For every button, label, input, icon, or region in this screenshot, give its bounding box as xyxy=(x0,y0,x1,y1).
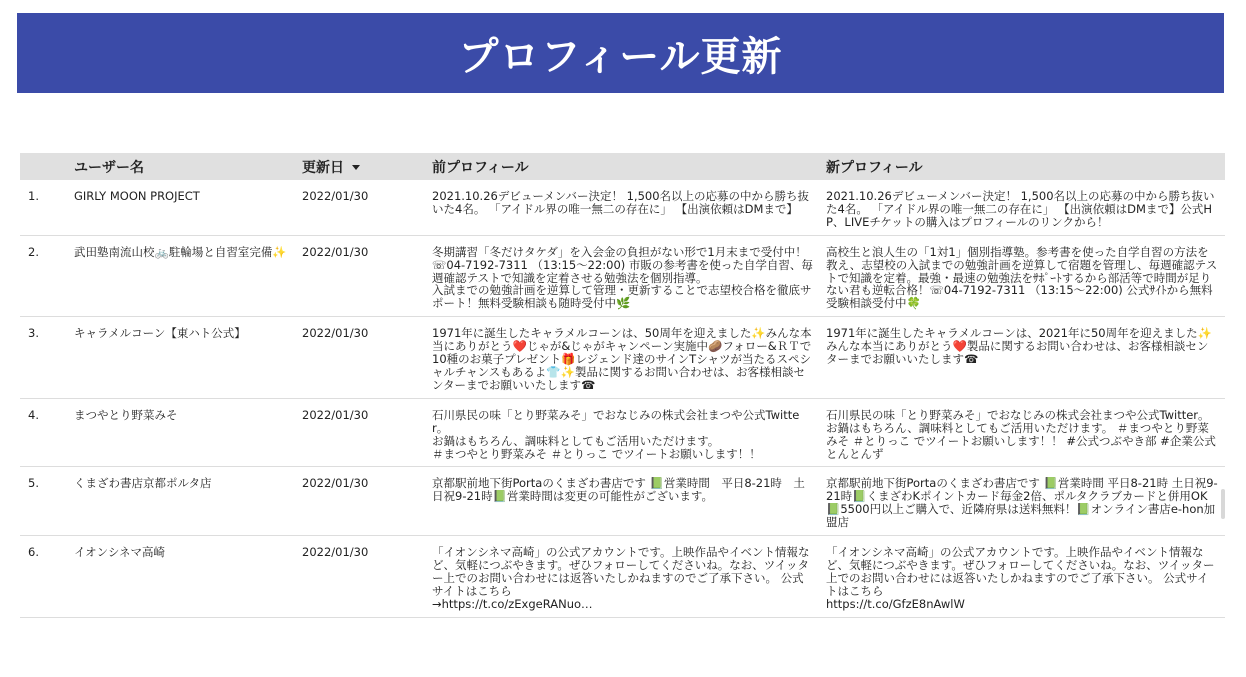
update-date-cell: 2022/01/30 xyxy=(296,536,426,618)
old-profile-cell: 「イオンシネマ高崎」の公式アカウントです。上映作品やイベント情報など、気軽につぶやきます。ぜひフォローしてくださいね。なお、ツイッター上でのお問い合わせには返答いたしかねますのでご了承下さい。 公式サイトはこちら →https://t.co/zExgeRANuo… xyxy=(426,536,820,618)
update-date-cell: 2022/01/30 xyxy=(296,467,426,536)
new-profile-cell: 石川県民の味「とり野菜みそ」でおなじみの株式会社まつや公式Twitter。 お鍋はもちろん、調味料としてもご活用いただけます。 ＃まつやとり野菜みそ ＃とりっこ でツイートお願いします！！ #公式つぶやき部 #企業公式とんとんず xyxy=(820,398,1225,467)
old-profile-cell: 冬期講習「冬だけタケダ」を入会金の負担がない形で1月末まで受付中！☏04-7192-7311 （13:15〜22:00) 市販の参考書を使った自学自習、毎週確認テストで知識を定着させる勉強法を個別指導。 入試までの勉強計画を逆算して管理・更新することで志望校合格を徹底サポート！無料受験相談も随時受付中🌿 xyxy=(426,235,820,317)
column-header-num xyxy=(20,153,68,180)
column-header-user[interactable]: ユーザー名 xyxy=(68,153,296,180)
row-number: 1. xyxy=(20,180,68,235)
user-name-cell: 武田塾南流山校🚲駐輪場と自習室完備✨ xyxy=(68,235,296,317)
column-header-old-profile[interactable]: 前プロフィール xyxy=(426,153,820,180)
old-profile-cell: 1971年に誕生したキャラメルコーンは、50周年を迎えました✨みんな本当にありがとう❤️じゃが&じゃがキャンペーン実施中🥔フォロー&ＲＴで10種のお菓子プレゼント🎁レジェンド達のサインTシャツが当たるスペシャルチャンスもあるよ👕✨製品に関するお問い合わせは、お客様相談センターまでお願いいたします☎ xyxy=(426,317,820,399)
row-number: 5. xyxy=(20,467,68,536)
new-profile-cell: 京都駅前地下街Portaのくまざわ書店です 📗営業時間 平日8-21時 土日祝9-21時📗くまざわKポイントカード毎金2倍、ポルタクラブカードと併用OK 📗5500円以上ご購入で、近隣府県は送料無料！📗オンライン書店e-hon加盟店 xyxy=(820,467,1225,536)
user-name-cell: まつやとり野菜みそ xyxy=(68,398,296,467)
table-row xyxy=(20,467,1225,536)
new-profile-cell: 1971年に誕生したキャラメルコーンは、2021年に50周年を迎えました✨みんな本当にありがとう❤️製品に関するお問い合わせは、お客様相談センターまでお願いいたします☎ xyxy=(820,317,1225,399)
new-profile-cell: 高校生と浪人生の「1対1」個別指導塾。参考書を使った自学自習の方法を教え、志望校の入試までの勉強計画を逆算して宿題を管理し、毎週確認テストで知識を定着。最強・最速の勉強法をｻﾎﾟｰﾄするから部活等で時間が足りない君も逆転合格！☏04-7192-7311 （13:15〜22:00) 公式ｻｲﾄから無料受験相談受付中🍀 xyxy=(820,235,1225,317)
table-header-row xyxy=(20,153,1225,180)
user-name-cell: GIRLY MOON PROJECT xyxy=(68,180,296,235)
header-banner xyxy=(17,13,1224,93)
scrollbar-thumb[interactable] xyxy=(1221,489,1225,519)
row-number: 2. xyxy=(20,235,68,317)
sort-descending-icon[interactable] xyxy=(352,165,360,170)
row-number: 4. xyxy=(20,398,68,467)
new-profile-cell: 2021.10.26デビューメンバー決定！ 1,500名以上の応募の中から勝ち抜いた4名。 「アイドル界の唯一無二の存在に」 【出演依頼はDMまで】公式HP、LIVEチケットの購入はプロフィールのリンクから！ xyxy=(820,180,1225,235)
old-profile-cell: 石川県民の味「とり野菜みそ」でおなじみの株式会社まつや公式Twitter。 お鍋はもちろん、調味料としてもご活用いただけます。 ＃まつやとり野菜みそ ＃とりっこ でツイートお願いします！！ xyxy=(426,398,820,467)
old-profile-cell: 京都駅前地下街Portaのくまざわ書店です 📗営業時間 平日8-21時 土日祝9-21時📗営業時間は変更の可能性がございます。 xyxy=(426,467,820,536)
new-profile-cell: 「イオンシネマ高崎」の公式アカウントです。上映作品やイベント情報など、気軽につぶやきます。ぜひフォローしてくださいね。なお、ツイッター上でのお問い合わせには返答いたしかねますのでご了承下さい。 公式サイトはこちら https://t.co/GfzE8nAwlW xyxy=(820,536,1225,618)
update-date-cell: 2022/01/30 xyxy=(296,235,426,317)
row-number: 6. xyxy=(20,536,68,618)
table-row xyxy=(20,180,1225,235)
profile-update-table xyxy=(20,153,1225,677)
old-profile-cell: 2021.10.26デビューメンバー決定！ 1,500名以上の応募の中から勝ち抜いた4名。 「アイドル界の唯一無二の存在に」 【出演依頼はDMまで】 xyxy=(426,180,820,235)
table-row xyxy=(20,317,1225,399)
user-name-cell: キャラメルコーン【東ハト公式】 xyxy=(68,317,296,399)
column-header-date[interactable]: 更新日 xyxy=(296,153,426,180)
user-name-cell: くまざわ書店京都ポルタ店 xyxy=(68,467,296,536)
user-name-cell: イオンシネマ高崎 xyxy=(68,536,296,618)
page-title: プロフィール更新 xyxy=(458,33,783,80)
update-date-cell: 2022/01/30 xyxy=(296,398,426,467)
update-date-cell: 2022/01/30 xyxy=(296,180,426,235)
table-row xyxy=(20,398,1225,467)
table-row xyxy=(20,536,1225,618)
row-number: 3. xyxy=(20,317,68,399)
column-header-new-profile[interactable]: 新プロフィール xyxy=(820,153,1225,180)
table-row xyxy=(20,235,1225,317)
update-date-cell: 2022/01/30 xyxy=(296,317,426,399)
